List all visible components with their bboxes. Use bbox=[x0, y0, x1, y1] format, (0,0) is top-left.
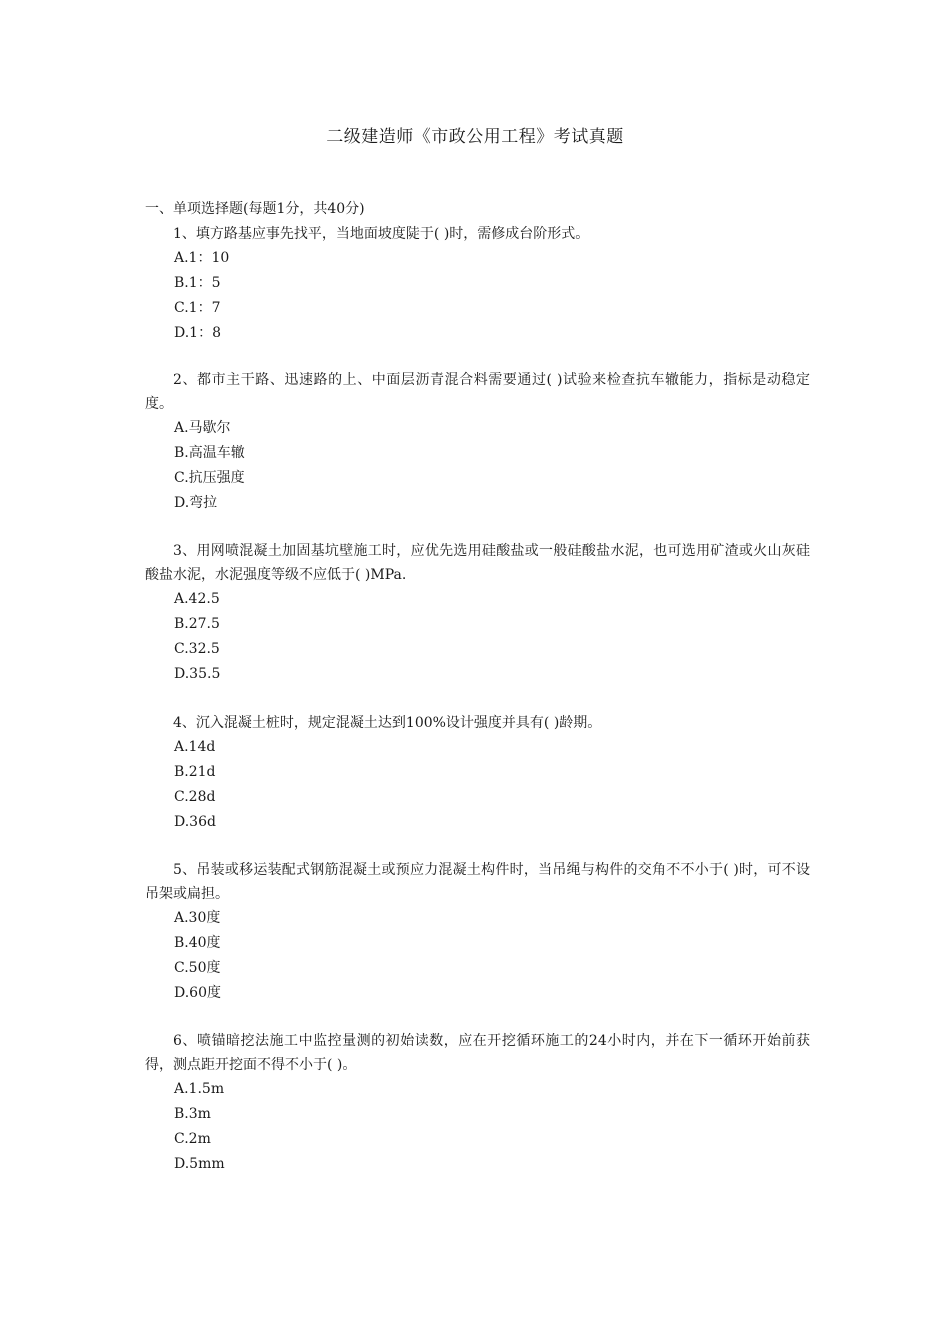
question-stem: 4、沉入混凝土桩时，规定混凝土达到100%设计强度并具有( )龄期。 bbox=[173, 715, 602, 731]
document-title: 二级建造师《市政公用工程》考试真题 bbox=[326, 127, 624, 147]
option-list bbox=[145, 416, 810, 516]
question-3 bbox=[145, 539, 810, 687]
answer-option: C.抗压强度 bbox=[174, 470, 245, 486]
answer-option: C.2m bbox=[174, 1131, 211, 1147]
answer-option: A.1.5m bbox=[174, 1081, 225, 1097]
answer-option: B.21d bbox=[174, 764, 216, 780]
answer-option: D.35.5 bbox=[174, 666, 221, 682]
answer-option: A.30度 bbox=[174, 910, 221, 926]
answer-option: A.1：10 bbox=[174, 250, 230, 266]
answer-option: B.3m bbox=[174, 1106, 211, 1122]
option-list bbox=[145, 246, 810, 346]
answer-option: A.42.5 bbox=[174, 591, 220, 607]
question-stem: 1、填方路基应事先找平，当地面坡度陡于( )时，需修成台阶形式。 bbox=[173, 226, 590, 242]
question-1 bbox=[145, 222, 810, 346]
section-heading: 一、单项选择题(每题1分，共40分) bbox=[145, 201, 365, 217]
answer-option: C.1：7 bbox=[174, 300, 221, 316]
answer-option: B.40度 bbox=[174, 935, 221, 951]
answer-option: A.马歇尔 bbox=[174, 420, 231, 436]
answer-option: D.1：8 bbox=[174, 325, 221, 341]
option-list bbox=[145, 1077, 810, 1177]
answer-option: D.36d bbox=[174, 814, 216, 830]
answer-option: D.5mm bbox=[174, 1156, 225, 1172]
answer-option: C.28d bbox=[174, 789, 216, 805]
question-5 bbox=[145, 858, 810, 1006]
answer-option: B.27.5 bbox=[174, 616, 220, 632]
question-2 bbox=[145, 368, 810, 516]
option-list bbox=[145, 587, 810, 687]
option-list bbox=[145, 735, 810, 835]
answer-option: B.1：5 bbox=[174, 275, 221, 291]
option-list bbox=[145, 906, 810, 1006]
answer-option: D.60度 bbox=[174, 985, 221, 1001]
question-stem: 6、喷锚暗挖法施工中监控量测的初始读数，应在开挖循环施工的24小时内，并在下一循环开始前获得，测点距开挖面不得不小于( )。 bbox=[145, 1033, 810, 1073]
question-6 bbox=[145, 1029, 810, 1177]
question-stem: 3、用网喷混凝土加固基坑壁施工时，应优先选用硅酸盐或一般硅酸盐水泥，也可选用矿渣或火山灰硅酸盐水泥，水泥强度等级不应低于( )MPa. bbox=[145, 543, 810, 583]
answer-option: C.32.5 bbox=[174, 641, 220, 657]
answer-option: D.弯拉 bbox=[174, 495, 218, 511]
answer-option: C.50度 bbox=[174, 960, 221, 976]
answer-option: B.高温车辙 bbox=[174, 445, 245, 461]
question-stem: 2、都市主干路、迅速路的上、中面层沥青混合料需要通过( )试验来检查抗车辙能力，指标是动稳定度。 bbox=[145, 372, 810, 412]
question-stem: 5、吊装或移运装配式钢筋混凝土或预应力混凝土构件时，当吊绳与构件的交角不不小于( )时，可不设吊架或扁担。 bbox=[145, 862, 810, 902]
question-4 bbox=[145, 711, 810, 835]
answer-option: A.14d bbox=[174, 739, 216, 755]
